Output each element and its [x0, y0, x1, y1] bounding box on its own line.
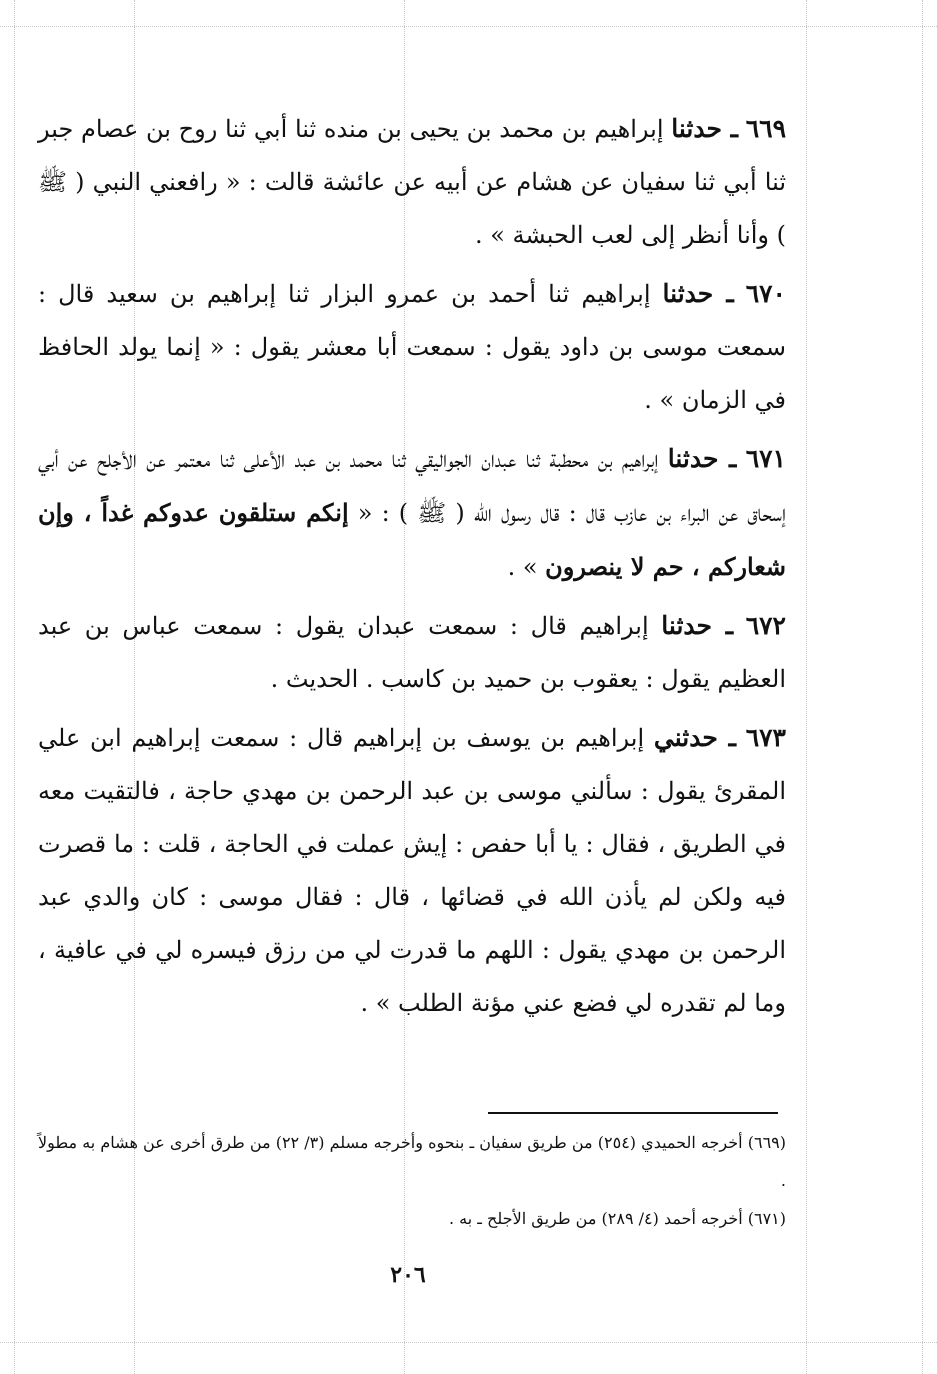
hadith-opener: ـ حدثنا	[662, 279, 734, 308]
hadith-669	[38, 102, 786, 262]
hadith-672	[38, 599, 786, 706]
hadith-quote: إنكم ستلقون عدوكم غداً ، وإن شعاركم ، حم لا ينصرون	[38, 498, 786, 581]
scan-guide-left	[14, 0, 15, 1374]
hadith-body: إبراهيم قال : سمعت عبدان يقول : سمعت عباس بن عبد العظيم يقول : يعقوب بن حميد بن كاسب . الحديث .	[38, 612, 786, 693]
footnote-divider	[488, 1112, 778, 1114]
footnote-669: (٦٦٩) أخرجه الحميدي (٢٥٤) من طريق سفيان ـ بنحوه وأخرجه مسلم (٣/ ٢٢) من طرق أخرى عن هشام به مطولاً .	[38, 1133, 787, 1190]
scan-guide-top	[0, 26, 937, 27]
hadith-number: ٦٧٢	[745, 611, 786, 640]
main-text	[38, 102, 786, 1035]
scan-guide-inner-right	[806, 0, 807, 1374]
hadith-body: إبراهيم ثنا أحمد بن عمرو البزار ثنا إبراهيم بن سعيد قال : سمعت موسى بن داود يقول : سمعت أبا معشر يقول : « إنما يولد الحافظ في الزمان » .	[38, 280, 786, 414]
hadith-tail: » .	[507, 553, 538, 581]
hadith-opener: ـ حدثني	[653, 723, 736, 752]
scan-guide-bottom	[0, 1342, 937, 1343]
scan-guide-right	[922, 0, 923, 1374]
hadith-number: ٦٧٠	[745, 279, 786, 308]
hadith-number: ٦٦٩	[745, 114, 787, 143]
hadith-opener: ـ حدثنا	[661, 611, 734, 640]
hadith-671	[38, 432, 786, 594]
hadith-opener: ـ حدثنا	[671, 114, 739, 143]
footnotes	[38, 1124, 786, 1238]
hadith-body: إبراهيم بن يوسف بن إبراهيم قال : سمعت إبراهيم ابن علي المقرئ يقول : سألني موسى بن عبد الرحمن بن مهدي حاجة ، فالتقيت معه في الطريق ، فقال : يا أبا حفص : إيش عملت في الحاجة ، قلت : ما قصرت فيه ولكن لم يأذن الله في قضائها ، قال : فقال موسى : كان والدي عبد الرحمن بن مهدي يقول : اللهم ما قدرت لي من رزق فيسره لي في عافية ، وما لم تقدره لي فضع عني مؤنة الطلب » .	[38, 724, 786, 1017]
hadith-body: إبراهيم بن محمد بن يحيى بن منده ثنا أبي ثنا روح بن عصام جبر ثنا أبي ثنا سفيان عن هشام عن أبيه عن عائشة قالت : « رافعني النبي ( ﷺ ) وأنا أنظر إلى لعب الحبشة » .	[38, 115, 786, 249]
page-number: ٢٠٦	[390, 1262, 426, 1288]
hadith-number: ٦٧٣	[745, 723, 786, 752]
hadith-670	[38, 267, 786, 427]
hadith-673	[38, 711, 786, 1030]
hadith-body: إبراهيم بن محطبة ثنا عبدان الجواليقي ثنا محمد بن عبد الأعلى ثنا معتمر عن الأجلح عن أبي إسحاق عن البراء بن عازب قال : قال رسول الله ( ﷺ ) : «	[38, 445, 786, 527]
hadith-opener: ـ حدثنا	[667, 444, 737, 473]
hadith-number: ٦٧١	[745, 444, 786, 473]
footnote-671: (٦٧١) أخرجه أحمد (٤/ ٢٨٩) من طريق الأجلح ـ به .	[448, 1209, 786, 1228]
